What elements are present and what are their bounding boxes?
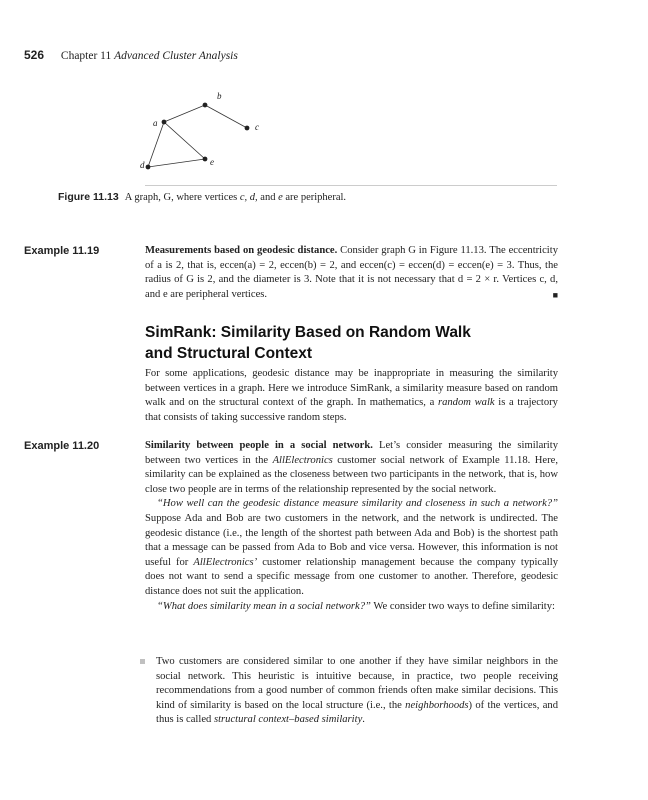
bullet-text-b: ) of the vertices, and thus is called: [156, 699, 558, 726]
p2-text-a: Suppose Ada and Bob are two customers in the network, and the network is undirected. The geodesic distance (i.e., the length of the shortest path between Ada and Bob) is the shortest path that a message can be passed from Ada to Bob and vice versa. However, this information is not useful for: [145, 512, 558, 568]
section-title-line1: SimRank: Similarity Based on Random Walk: [145, 324, 471, 341]
edge-d-e: [148, 159, 205, 167]
figure-caption: [58, 191, 346, 203]
list-item: [140, 655, 558, 728]
intro-term: random walk: [437, 397, 495, 409]
chapter-label: Chapter 11: [60, 50, 112, 62]
running-header: [24, 48, 238, 62]
caption-and: and: [257, 192, 279, 203]
bullet-term2: structural context–based similarity: [213, 714, 363, 726]
vertex-d: [146, 165, 151, 170]
vertex-c: [245, 126, 250, 131]
vertex-e: [203, 157, 208, 162]
example-11-19-text: Consider graph G in Figure 11.13. The eccentricity of a is 2, that is, eccen(a) = 2, eccen(b) = 2, and eccen(c) = eccen(d) = eccen(e) = 3. Thus, the radius of G is 2, and the diameter is 3. Note that it is not necessary that d = 2 × r. Vertices c, d, and e are peripheral vertices.: [145, 245, 558, 300]
edge-a-e: [164, 122, 205, 159]
section-title-line2: and Structural Context: [145, 345, 313, 362]
chapter-title: Advanced Cluster Analysis: [114, 50, 238, 62]
caption-vertices: c, d,: [239, 192, 258, 203]
edge-a-b: [164, 105, 205, 122]
section-heading: [145, 322, 565, 364]
caption-vertex-e: e: [278, 192, 283, 203]
figure-divider: [145, 185, 557, 186]
p2-company: AllElectronics’: [193, 556, 258, 568]
bullet-square-icon: [140, 659, 145, 664]
example-11-20-body: [145, 439, 558, 614]
section-intro: [145, 367, 558, 425]
vertex-label-b: b: [217, 91, 222, 101]
end-of-example-mark: ■: [552, 289, 558, 300]
bullet-text-a: Two customers are considered similar to one another if they have similar neighbors in the social network. This heuristic is intuitive because, in practice, two people receiving recommendations from a good number of common friends often make similar decisions. This kind of similarity is based on the local structure (i.e., the: [156, 656, 558, 711]
bullet-text-c: .: [362, 714, 365, 726]
vertex-b: [203, 103, 208, 108]
example-11-20-title: Similarity between people in a social network.: [145, 440, 373, 451]
figure-graph: [130, 88, 280, 178]
p1-text-b: customer social network of Example 11.18. Here, similarity can be explained as the closeness between two participants in the network, that is, how close two people are in terms of the relationship represented by the social network.: [145, 454, 558, 495]
figure-label: Figure 11.13: [58, 191, 119, 203]
vertex-label-e: e: [210, 157, 214, 167]
vertex-a: [162, 120, 167, 125]
bullet-term: neighborhoods: [405, 699, 469, 711]
p2-quote: “How well can the geodesic distance measure similarity and closeness in such a network?”: [157, 498, 558, 510]
intro-end: is a trajectory that consists of taking successive random steps.: [145, 397, 558, 423]
edge-a-d: [148, 122, 164, 167]
example-11-20-label: Example 11.20: [24, 440, 100, 452]
caption-end: are peripheral.: [282, 192, 347, 203]
p3-quote: “What does similarity mean in a social network?”: [157, 600, 371, 612]
page-number: 526: [24, 48, 45, 62]
vertex-label-d: d: [140, 160, 145, 170]
edge-b-c: [205, 105, 247, 128]
example-11-19-title: Measurements based on geodesic distance.: [145, 245, 338, 256]
vertex-label-a: a: [153, 118, 158, 128]
p1-company: AllElectronics: [272, 454, 333, 466]
caption-text: A graph, G, where vertices: [124, 192, 240, 203]
p1-text-a: Let’s consider measuring the similarity between two vertices in the: [145, 440, 558, 466]
example-11-19-body: [145, 244, 558, 302]
example-11-19-label: Example 11.19: [24, 245, 100, 257]
intro-text: For some applications, geodesic distance may be inappropriate in measuring the similarity between vertices in a graph. Here we introduce SimRank, a similarity measure based on random walk and on the structural context of the graph. In mathematics, a: [145, 368, 558, 409]
vertex-label-c: c: [255, 122, 259, 132]
p3-text: We consider two ways to define similarity:: [370, 600, 555, 612]
p2-text-b: customer relationship management because the company typically does not want to send a specific message from one customer to another. Therefore, geodesic distance does not suit the application.: [145, 556, 558, 597]
